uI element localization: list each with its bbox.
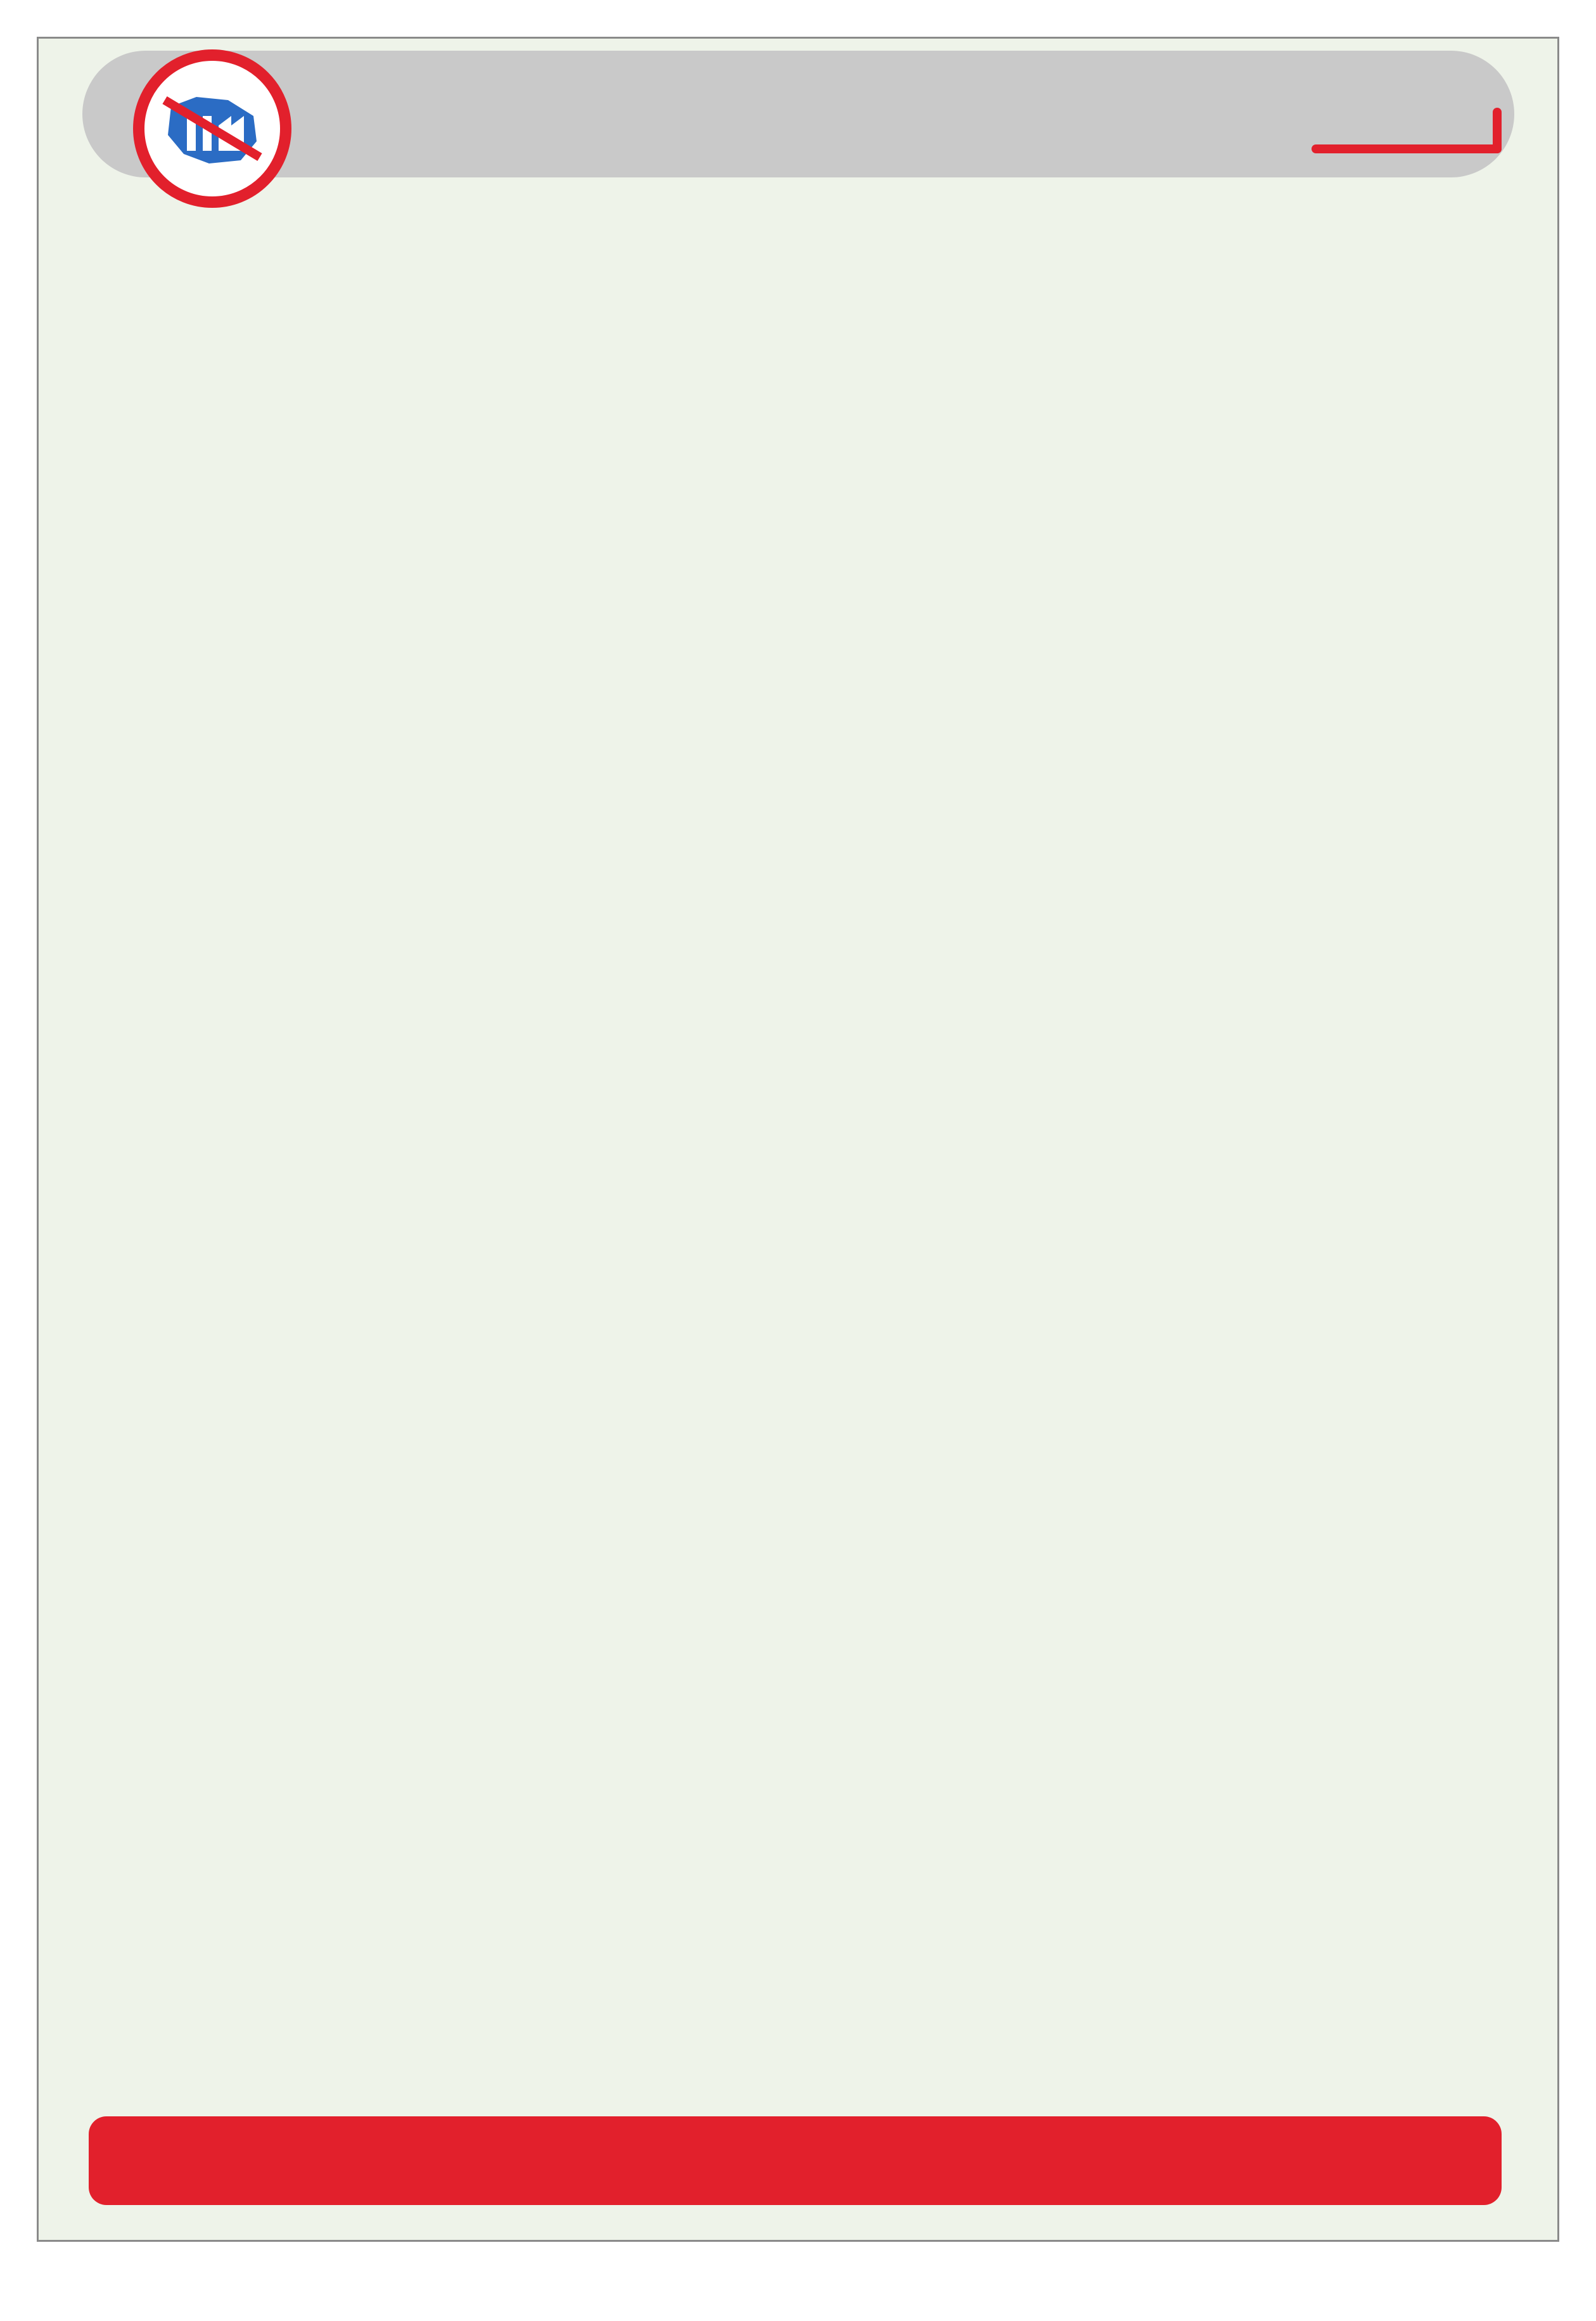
round-label xyxy=(1293,75,1495,144)
round-underline xyxy=(1312,144,1502,153)
round-underline-hook xyxy=(1493,108,1502,153)
notice-title xyxy=(355,70,1254,158)
footer-text xyxy=(89,2116,1502,2205)
factory-map-icon xyxy=(158,81,266,176)
watermark xyxy=(659,1039,925,1267)
company-logo-icon xyxy=(133,49,291,208)
